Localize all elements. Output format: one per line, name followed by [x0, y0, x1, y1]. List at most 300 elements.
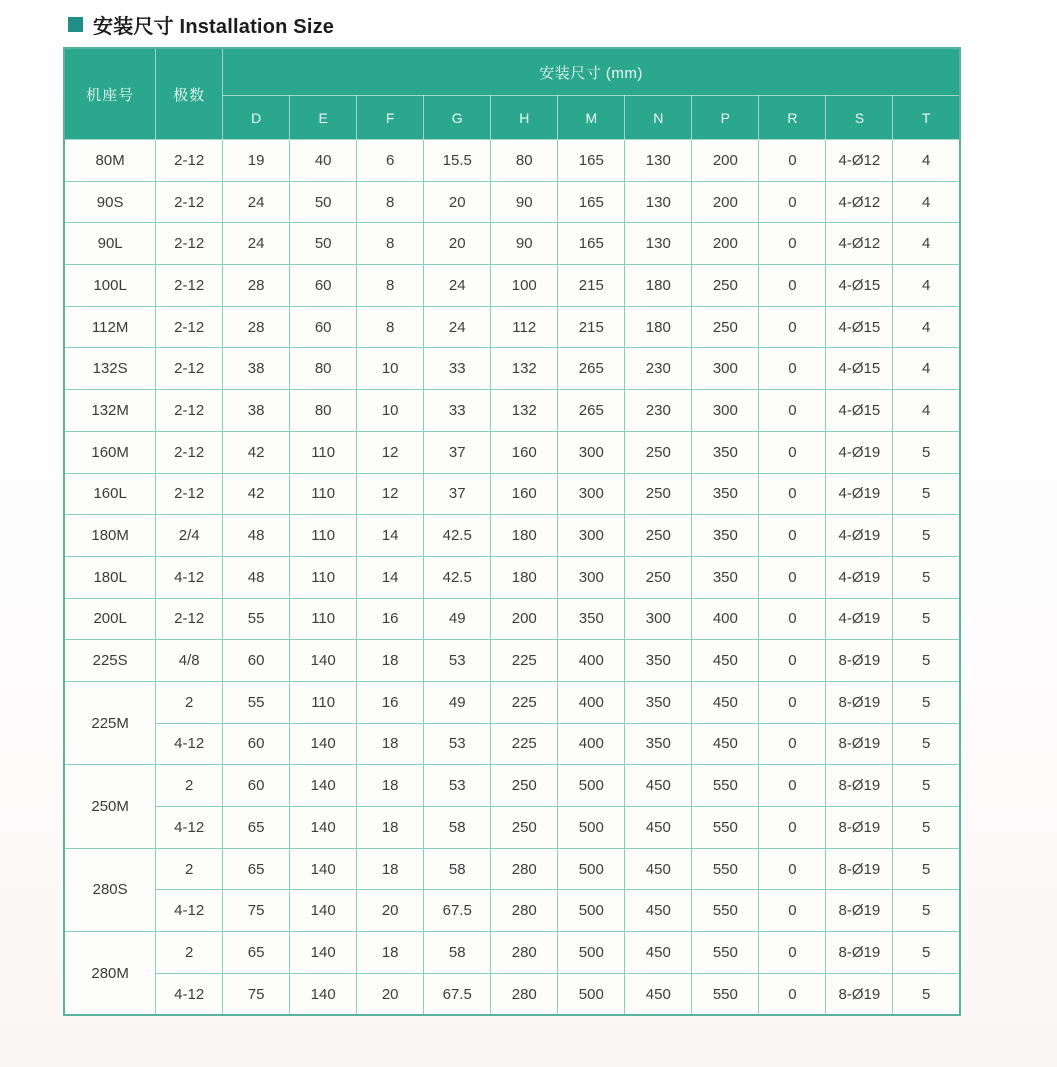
- dim-cell-S: 4-Ø19: [826, 515, 893, 557]
- table-row: [64, 973, 960, 1015]
- dim-cell-D: 19: [223, 140, 290, 182]
- table-row: [64, 807, 960, 849]
- dim-cell-D: 24: [223, 223, 290, 265]
- dim-cell-M: 265: [558, 390, 625, 432]
- dim-cell-H: 180: [491, 556, 558, 598]
- table-row: [64, 848, 960, 890]
- dim-cell-T: 5: [893, 765, 960, 807]
- poles-cell: 2: [156, 681, 223, 723]
- dim-cell-R: 0: [759, 848, 826, 890]
- dim-cell-M: 215: [558, 265, 625, 307]
- poles-cell: 2-12: [156, 348, 223, 390]
- dim-cell-N: 180: [625, 265, 692, 307]
- dim-cell-R: 0: [759, 598, 826, 640]
- page-title: 安装尺寸 Installation Size: [93, 15, 335, 38]
- dim-cell-E: 110: [290, 473, 357, 515]
- dim-cell-E: 60: [290, 306, 357, 348]
- dim-cell-R: 0: [759, 640, 826, 682]
- dim-cell-P: 350: [692, 473, 759, 515]
- poles-cell: 2-12: [156, 306, 223, 348]
- dim-cell-E: 110: [290, 431, 357, 473]
- dim-cell-H: 160: [491, 473, 558, 515]
- dim-cell-N: 250: [625, 473, 692, 515]
- poles-cell: 2-12: [156, 473, 223, 515]
- table-row: [64, 890, 960, 932]
- dim-cell-E: 40: [290, 140, 357, 182]
- table-row: [64, 223, 960, 265]
- dim-cell-G: 58: [424, 807, 491, 849]
- frame-size-cell: 80M: [64, 140, 156, 182]
- dim-cell-G: 53: [424, 640, 491, 682]
- dim-cell-T: 5: [893, 973, 960, 1015]
- dim-cell-P: 450: [692, 681, 759, 723]
- dim-cell-D: 65: [223, 848, 290, 890]
- table-body: [64, 140, 960, 1016]
- dim-cell-T: 4: [893, 265, 960, 307]
- dim-cell-E: 110: [290, 556, 357, 598]
- frame-size-cell: 100L: [64, 265, 156, 307]
- dim-cell-H: 200: [491, 598, 558, 640]
- dim-cell-M: 300: [558, 515, 625, 557]
- dim-cell-E: 50: [290, 223, 357, 265]
- dim-cell-T: 5: [893, 890, 960, 932]
- dim-cell-H: 280: [491, 973, 558, 1015]
- poles-cell: 4-12: [156, 723, 223, 765]
- dim-cell-P: 450: [692, 640, 759, 682]
- header-row-top: [64, 48, 960, 96]
- dim-cell-F: 8: [357, 223, 424, 265]
- dim-cell-P: 300: [692, 348, 759, 390]
- dim-cell-S: 4-Ø19: [826, 556, 893, 598]
- dim-cell-S: 8-Ø19: [826, 932, 893, 974]
- dim-cell-N: 230: [625, 348, 692, 390]
- dim-cell-R: 0: [759, 306, 826, 348]
- dim-cell-D: 38: [223, 390, 290, 432]
- column-header-S: S: [826, 96, 893, 140]
- dim-cell-N: 130: [625, 140, 692, 182]
- column-header-installation-size: 安装尺寸 (mm): [223, 48, 960, 96]
- dim-cell-S: 4-Ø15: [826, 348, 893, 390]
- dim-cell-N: 450: [625, 765, 692, 807]
- dim-cell-M: 215: [558, 306, 625, 348]
- dim-cell-N: 350: [625, 681, 692, 723]
- column-header-M: M: [558, 96, 625, 140]
- table-row: [64, 640, 960, 682]
- dim-cell-F: 10: [357, 348, 424, 390]
- frame-size-cell: 112M: [64, 306, 156, 348]
- dim-cell-R: 0: [759, 140, 826, 182]
- dim-cell-R: 0: [759, 348, 826, 390]
- dim-cell-F: 20: [357, 890, 424, 932]
- dim-cell-T: 4: [893, 181, 960, 223]
- dim-cell-D: 65: [223, 932, 290, 974]
- dim-cell-D: 48: [223, 556, 290, 598]
- dim-cell-G: 67.5: [424, 973, 491, 1015]
- frame-size-cell: 225M: [64, 681, 156, 764]
- dim-cell-M: 500: [558, 807, 625, 849]
- table-row: [64, 390, 960, 432]
- dim-cell-D: 28: [223, 265, 290, 307]
- poles-cell: 2-12: [156, 390, 223, 432]
- dim-cell-T: 5: [893, 932, 960, 974]
- dim-cell-G: 58: [424, 848, 491, 890]
- dim-cell-D: 60: [223, 723, 290, 765]
- column-header-T: T: [893, 96, 960, 140]
- dim-cell-E: 140: [290, 848, 357, 890]
- dim-cell-S: 4-Ø19: [826, 431, 893, 473]
- dim-cell-N: 250: [625, 556, 692, 598]
- dim-cell-E: 60: [290, 265, 357, 307]
- dim-cell-E: 80: [290, 348, 357, 390]
- dim-cell-D: 38: [223, 348, 290, 390]
- table-row: [64, 556, 960, 598]
- dim-cell-H: 280: [491, 848, 558, 890]
- poles-cell: 2-12: [156, 181, 223, 223]
- dim-cell-S: 8-Ø19: [826, 681, 893, 723]
- dim-cell-P: 450: [692, 723, 759, 765]
- column-header-poles: 极数: [156, 48, 223, 140]
- dim-cell-H: 132: [491, 348, 558, 390]
- dim-cell-S: 4-Ø12: [826, 181, 893, 223]
- dim-cell-F: 18: [357, 807, 424, 849]
- frame-size-cell: 280S: [64, 848, 156, 931]
- dim-cell-E: 50: [290, 181, 357, 223]
- dim-cell-P: 550: [692, 932, 759, 974]
- dim-cell-N: 450: [625, 973, 692, 1015]
- dim-cell-M: 165: [558, 223, 625, 265]
- dim-cell-P: 300: [692, 390, 759, 432]
- dim-cell-T: 5: [893, 723, 960, 765]
- dim-cell-H: 100: [491, 265, 558, 307]
- poles-cell: 4-12: [156, 973, 223, 1015]
- dim-cell-N: 300: [625, 598, 692, 640]
- column-header-F: F: [357, 96, 424, 140]
- dim-cell-G: 67.5: [424, 890, 491, 932]
- dim-cell-G: 24: [424, 265, 491, 307]
- poles-cell: 2: [156, 848, 223, 890]
- dim-cell-G: 42.5: [424, 515, 491, 557]
- dim-cell-P: 200: [692, 140, 759, 182]
- frame-size-cell: 132S: [64, 348, 156, 390]
- dim-cell-P: 350: [692, 431, 759, 473]
- dim-cell-R: 0: [759, 431, 826, 473]
- dim-cell-N: 450: [625, 890, 692, 932]
- dim-cell-T: 5: [893, 807, 960, 849]
- dim-cell-F: 20: [357, 973, 424, 1015]
- dim-cell-S: 4-Ø15: [826, 265, 893, 307]
- dim-cell-F: 10: [357, 390, 424, 432]
- dim-cell-G: 49: [424, 598, 491, 640]
- dim-cell-M: 300: [558, 556, 625, 598]
- dim-cell-G: 49: [424, 681, 491, 723]
- dim-cell-F: 18: [357, 848, 424, 890]
- poles-cell: 4/8: [156, 640, 223, 682]
- dim-cell-P: 350: [692, 556, 759, 598]
- dim-cell-H: 280: [491, 932, 558, 974]
- dim-cell-E: 140: [290, 723, 357, 765]
- dim-cell-F: 14: [357, 556, 424, 598]
- dim-cell-R: 0: [759, 265, 826, 307]
- dim-cell-E: 140: [290, 640, 357, 682]
- dim-cell-E: 140: [290, 807, 357, 849]
- title-bullet-icon: [68, 17, 83, 32]
- dim-cell-D: 42: [223, 473, 290, 515]
- frame-size-cell: 180L: [64, 556, 156, 598]
- dim-cell-M: 400: [558, 723, 625, 765]
- dim-cell-G: 33: [424, 348, 491, 390]
- dim-cell-R: 0: [759, 181, 826, 223]
- dim-cell-G: 42.5: [424, 556, 491, 598]
- dim-cell-D: 60: [223, 640, 290, 682]
- dim-cell-S: 4-Ø15: [826, 390, 893, 432]
- section-title: [68, 9, 1057, 39]
- dim-cell-R: 0: [759, 807, 826, 849]
- dim-cell-E: 110: [290, 681, 357, 723]
- dim-cell-M: 500: [558, 973, 625, 1015]
- table-row: [64, 515, 960, 557]
- dim-cell-E: 140: [290, 890, 357, 932]
- dim-cell-D: 60: [223, 765, 290, 807]
- table-row: [64, 140, 960, 182]
- dim-cell-H: 225: [491, 723, 558, 765]
- dim-cell-M: 400: [558, 681, 625, 723]
- dim-cell-D: 75: [223, 890, 290, 932]
- dim-cell-T: 4: [893, 140, 960, 182]
- poles-cell: 2: [156, 932, 223, 974]
- dim-cell-F: 16: [357, 598, 424, 640]
- dim-cell-G: 53: [424, 765, 491, 807]
- dim-cell-T: 5: [893, 848, 960, 890]
- poles-cell: 2-12: [156, 265, 223, 307]
- dim-cell-N: 250: [625, 431, 692, 473]
- poles-cell: 4-12: [156, 807, 223, 849]
- dim-cell-P: 550: [692, 973, 759, 1015]
- frame-size-cell: 280M: [64, 932, 156, 1016]
- table-row: [64, 306, 960, 348]
- poles-cell: 4-12: [156, 556, 223, 598]
- dim-cell-S: 4-Ø19: [826, 598, 893, 640]
- dim-cell-T: 4: [893, 390, 960, 432]
- dim-cell-N: 450: [625, 807, 692, 849]
- column-header-G: G: [424, 96, 491, 140]
- frame-size-cell: 180M: [64, 515, 156, 557]
- dim-cell-N: 350: [625, 723, 692, 765]
- dim-cell-T: 5: [893, 556, 960, 598]
- table-header: [64, 48, 960, 140]
- dim-cell-T: 4: [893, 306, 960, 348]
- dim-cell-P: 200: [692, 223, 759, 265]
- dim-cell-R: 0: [759, 890, 826, 932]
- dim-cell-M: 265: [558, 348, 625, 390]
- dim-cell-G: 20: [424, 223, 491, 265]
- dim-cell-D: 48: [223, 515, 290, 557]
- dim-cell-P: 550: [692, 807, 759, 849]
- dim-cell-G: 33: [424, 390, 491, 432]
- dim-cell-S: 4-Ø12: [826, 223, 893, 265]
- dim-cell-D: 55: [223, 598, 290, 640]
- dim-cell-M: 300: [558, 431, 625, 473]
- dim-cell-F: 8: [357, 181, 424, 223]
- frame-size-cell: 90L: [64, 223, 156, 265]
- poles-cell: 2: [156, 765, 223, 807]
- table-row: [64, 765, 960, 807]
- table-row: [64, 348, 960, 390]
- dim-cell-N: 180: [625, 306, 692, 348]
- column-header-D: D: [223, 96, 290, 140]
- poles-cell: 2-12: [156, 431, 223, 473]
- frame-size-cell: 90S: [64, 181, 156, 223]
- dim-cell-E: 110: [290, 515, 357, 557]
- dim-cell-T: 5: [893, 515, 960, 557]
- poles-cell: 2-12: [156, 223, 223, 265]
- dim-cell-H: 250: [491, 765, 558, 807]
- column-header-frame: 机座号: [64, 48, 156, 140]
- column-header-H: H: [491, 96, 558, 140]
- frame-size-cell: 160M: [64, 431, 156, 473]
- column-header-N: N: [625, 96, 692, 140]
- dim-cell-F: 18: [357, 723, 424, 765]
- dim-cell-H: 160: [491, 431, 558, 473]
- dim-cell-E: 110: [290, 598, 357, 640]
- dim-cell-F: 12: [357, 473, 424, 515]
- dim-cell-R: 0: [759, 515, 826, 557]
- dim-cell-S: 8-Ø19: [826, 807, 893, 849]
- table-row: [64, 431, 960, 473]
- poles-cell: 2/4: [156, 515, 223, 557]
- frame-size-cell: 132M: [64, 390, 156, 432]
- dim-cell-E: 140: [290, 765, 357, 807]
- dim-cell-P: 400: [692, 598, 759, 640]
- dim-cell-S: 8-Ø19: [826, 848, 893, 890]
- dim-cell-G: 20: [424, 181, 491, 223]
- table-row: [64, 473, 960, 515]
- frame-size-cell: 200L: [64, 598, 156, 640]
- column-header-E: E: [290, 96, 357, 140]
- dim-cell-F: 12: [357, 431, 424, 473]
- dim-cell-M: 165: [558, 181, 625, 223]
- dim-cell-M: 500: [558, 848, 625, 890]
- dim-cell-E: 140: [290, 932, 357, 974]
- dim-cell-H: 112: [491, 306, 558, 348]
- dim-cell-N: 130: [625, 223, 692, 265]
- poles-cell: 2-12: [156, 140, 223, 182]
- dim-cell-N: 250: [625, 515, 692, 557]
- dim-cell-P: 200: [692, 181, 759, 223]
- table-row: [64, 265, 960, 307]
- column-header-R: R: [759, 96, 826, 140]
- dim-cell-H: 80: [491, 140, 558, 182]
- dim-cell-F: 14: [357, 515, 424, 557]
- dim-cell-H: 90: [491, 181, 558, 223]
- dim-cell-D: 55: [223, 681, 290, 723]
- frame-size-cell: 225S: [64, 640, 156, 682]
- dim-cell-F: 16: [357, 681, 424, 723]
- dim-cell-H: 280: [491, 890, 558, 932]
- dim-cell-R: 0: [759, 390, 826, 432]
- dim-cell-T: 4: [893, 348, 960, 390]
- frame-size-cell: 160L: [64, 473, 156, 515]
- dim-cell-R: 0: [759, 932, 826, 974]
- poles-cell: 2-12: [156, 598, 223, 640]
- dim-cell-F: 18: [357, 765, 424, 807]
- dim-cell-R: 0: [759, 556, 826, 598]
- dim-cell-P: 350: [692, 515, 759, 557]
- dim-cell-N: 230: [625, 390, 692, 432]
- dim-cell-N: 350: [625, 640, 692, 682]
- dim-cell-G: 37: [424, 473, 491, 515]
- dim-cell-F: 18: [357, 932, 424, 974]
- dim-cell-G: 24: [424, 306, 491, 348]
- dim-cell-E: 80: [290, 390, 357, 432]
- dim-cell-S: 4-Ø15: [826, 306, 893, 348]
- dim-cell-H: 225: [491, 681, 558, 723]
- dim-cell-T: 5: [893, 431, 960, 473]
- installation-size-table: [63, 47, 961, 1016]
- dim-cell-R: 0: [759, 973, 826, 1015]
- column-header-P: P: [692, 96, 759, 140]
- dim-cell-M: 165: [558, 140, 625, 182]
- dim-cell-G: 53: [424, 723, 491, 765]
- dim-cell-D: 24: [223, 181, 290, 223]
- table-row: [64, 181, 960, 223]
- dim-cell-R: 0: [759, 473, 826, 515]
- dim-cell-P: 250: [692, 306, 759, 348]
- table-row: [64, 598, 960, 640]
- dim-cell-E: 140: [290, 973, 357, 1015]
- dim-cell-S: 4-Ø19: [826, 473, 893, 515]
- dim-cell-S: 8-Ø19: [826, 765, 893, 807]
- poles-cell: 4-12: [156, 890, 223, 932]
- dim-cell-T: 5: [893, 598, 960, 640]
- dim-cell-H: 225: [491, 640, 558, 682]
- dim-cell-S: 8-Ø19: [826, 640, 893, 682]
- table-row: [64, 932, 960, 974]
- dim-cell-S: 4-Ø12: [826, 140, 893, 182]
- dim-cell-T: 5: [893, 681, 960, 723]
- dim-cell-P: 550: [692, 765, 759, 807]
- dim-cell-H: 90: [491, 223, 558, 265]
- dim-cell-R: 0: [759, 765, 826, 807]
- dim-cell-F: 8: [357, 306, 424, 348]
- dim-cell-F: 6: [357, 140, 424, 182]
- dim-cell-D: 42: [223, 431, 290, 473]
- table-row: [64, 681, 960, 723]
- dim-cell-G: 37: [424, 431, 491, 473]
- table-row: [64, 723, 960, 765]
- dim-cell-D: 75: [223, 973, 290, 1015]
- dim-cell-H: 180: [491, 515, 558, 557]
- dim-cell-P: 550: [692, 848, 759, 890]
- dim-cell-S: 8-Ø19: [826, 890, 893, 932]
- dim-cell-D: 65: [223, 807, 290, 849]
- dim-cell-T: 4: [893, 223, 960, 265]
- dim-cell-S: 8-Ø19: [826, 973, 893, 1015]
- dim-cell-G: 15.5: [424, 140, 491, 182]
- frame-size-cell: 250M: [64, 765, 156, 848]
- dim-cell-M: 400: [558, 640, 625, 682]
- dim-cell-R: 0: [759, 723, 826, 765]
- dim-cell-S: 8-Ø19: [826, 723, 893, 765]
- dim-cell-R: 0: [759, 223, 826, 265]
- dim-cell-T: 5: [893, 473, 960, 515]
- dim-cell-M: 300: [558, 473, 625, 515]
- dim-cell-N: 130: [625, 181, 692, 223]
- dim-cell-T: 5: [893, 640, 960, 682]
- dim-cell-H: 132: [491, 390, 558, 432]
- dim-cell-F: 8: [357, 265, 424, 307]
- dim-cell-N: 450: [625, 932, 692, 974]
- dim-cell-P: 550: [692, 890, 759, 932]
